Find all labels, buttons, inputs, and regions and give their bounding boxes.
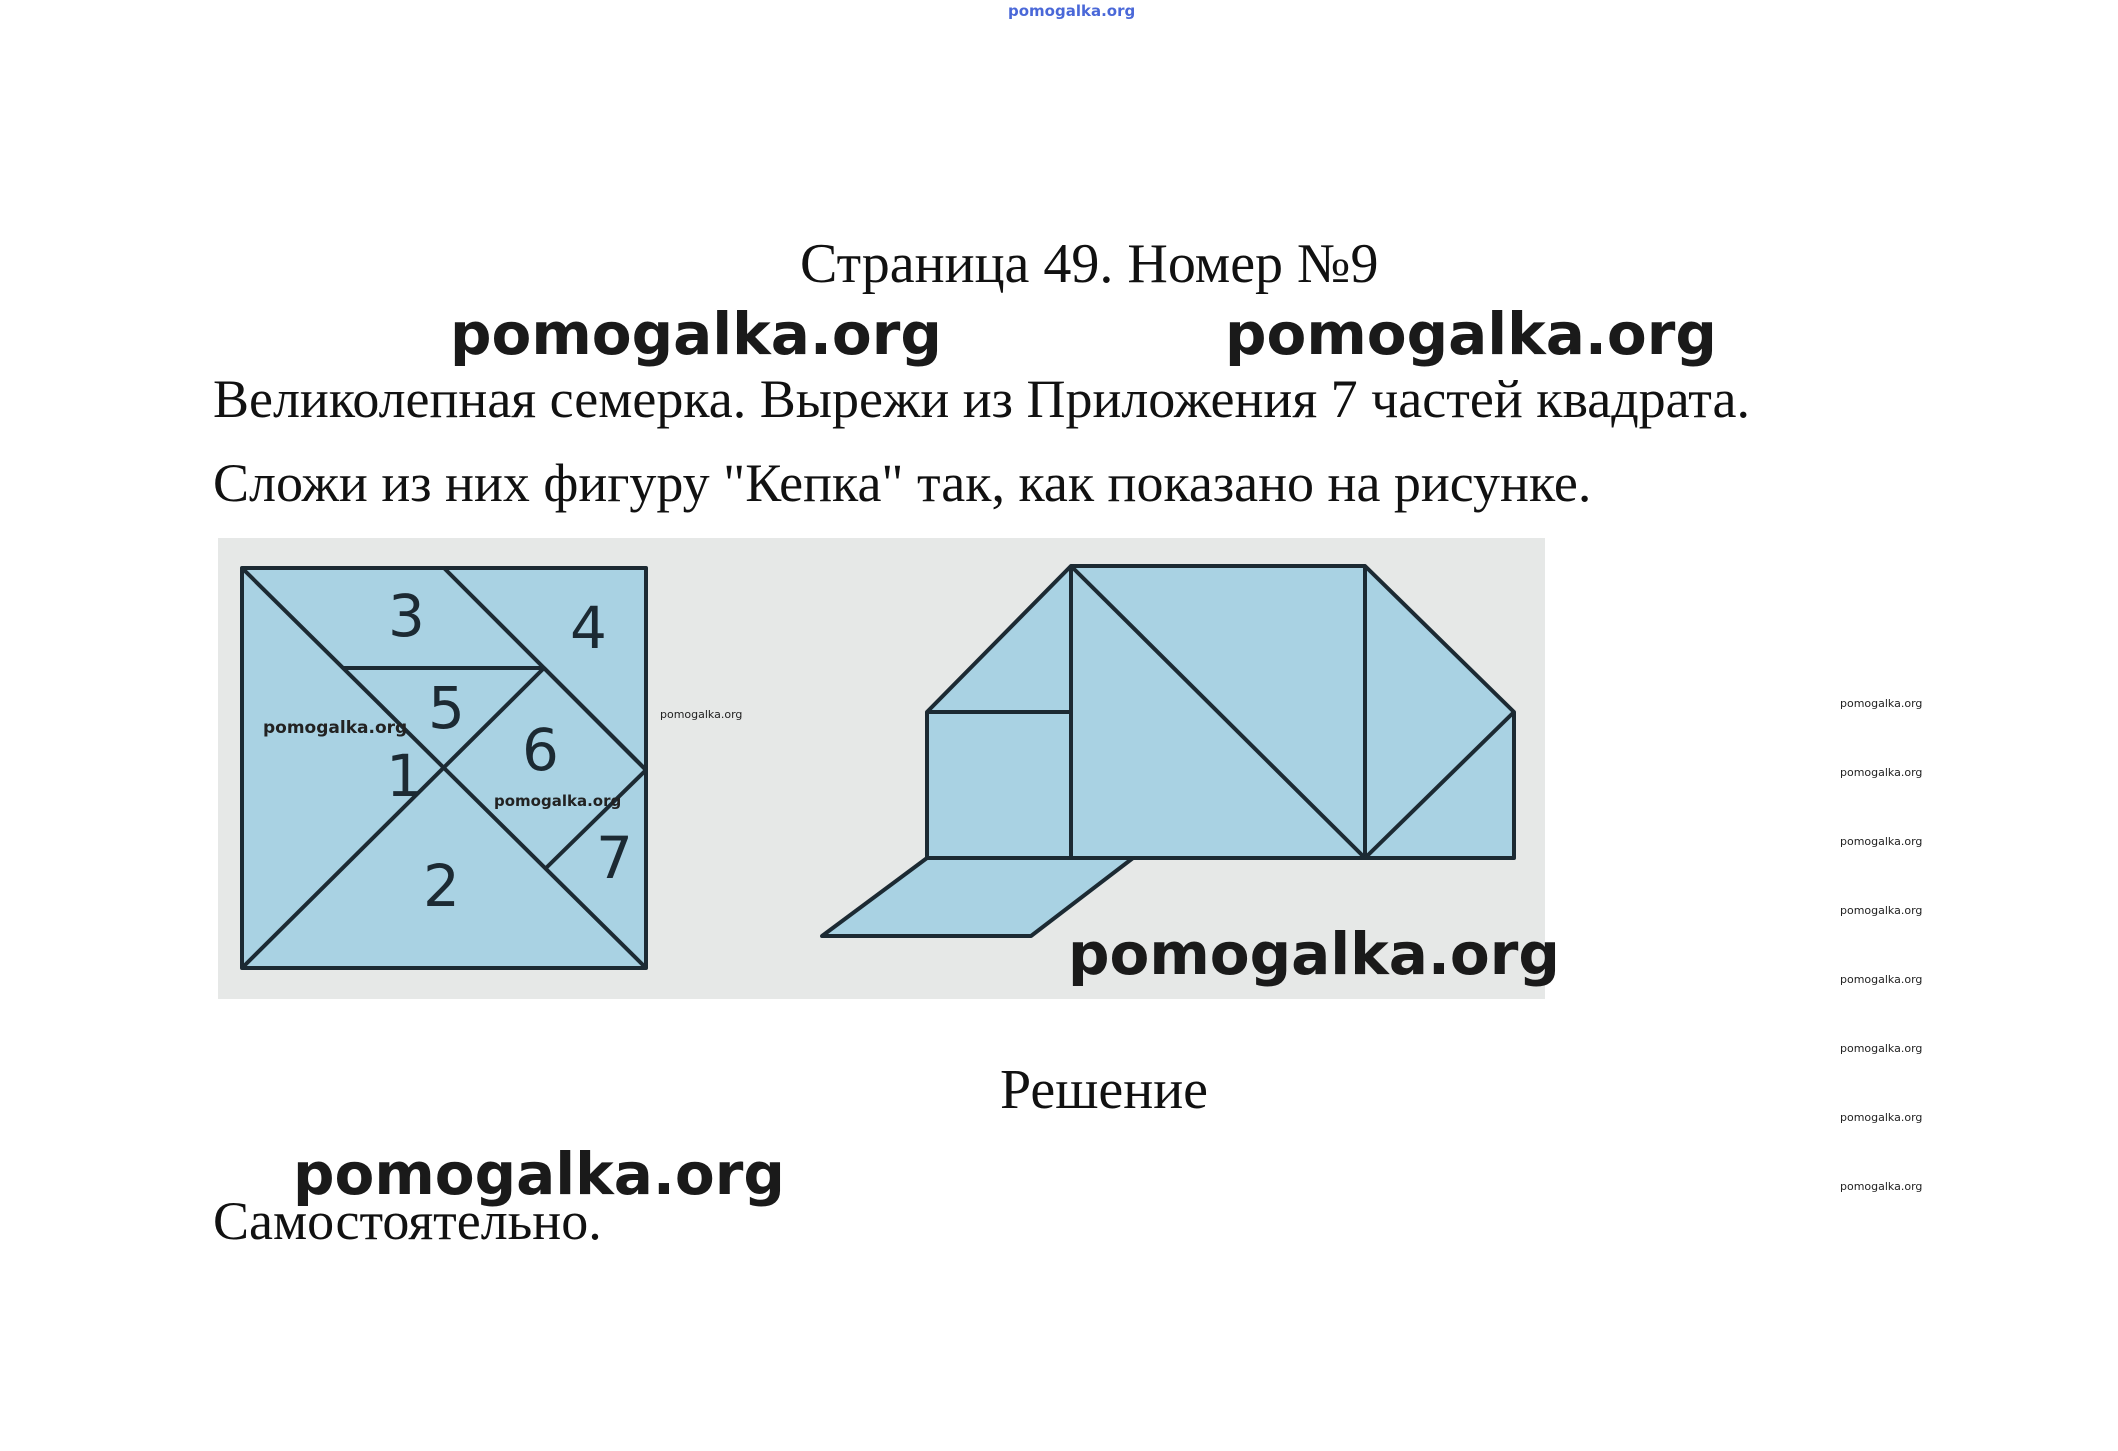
watermark: pomogalka.org (450, 300, 942, 368)
piece-number-5: 5 (428, 674, 465, 742)
watermark: pomogalka.org (293, 1140, 785, 1208)
watermark: pomogalka.org (1840, 835, 1923, 848)
watermark: pomogalka.org (1840, 904, 1923, 917)
piece-number-3: 3 (388, 582, 425, 650)
watermark: pomogalka.org (263, 718, 408, 738)
piece-number-1: 1 (386, 742, 423, 810)
piece-number-6: 6 (522, 716, 559, 784)
watermark: pomogalka.org (1840, 973, 1923, 986)
watermark: pomogalka.org (1068, 920, 1560, 988)
watermark: pomogalka.org (1225, 300, 1717, 368)
watermark: pomogalka.org (1840, 1111, 1923, 1124)
watermark: pomogalka.org (1840, 1042, 1923, 1055)
watermark: pomogalka.org (1840, 766, 1923, 779)
watermark: pomogalka.org (1840, 1180, 1923, 1193)
piece-number-7: 7 (596, 824, 633, 892)
watermark: pomogalka.org (660, 708, 743, 721)
watermark: pomogalka.org (494, 792, 622, 810)
piece-number-2: 2 (423, 852, 460, 920)
solution-heading: Решение (1000, 1059, 1209, 1121)
site-link[interactable]: pomogalka.org (1008, 2, 1136, 20)
piece-number-4: 4 (570, 594, 607, 662)
page-title: Страница 49. Номер №9 (800, 233, 1379, 295)
task-text-line-1: Великолепная семерка. Вырежи из Приложения 7 частей квадрата. (213, 369, 1750, 429)
task-text-line-2: Сложи из них фигуру "Кепка" так, как показано на рисунке. (213, 453, 1592, 513)
watermark: pomogalka.org (1840, 697, 1923, 710)
solution-text: Самостоятельно. (213, 1191, 602, 1251)
